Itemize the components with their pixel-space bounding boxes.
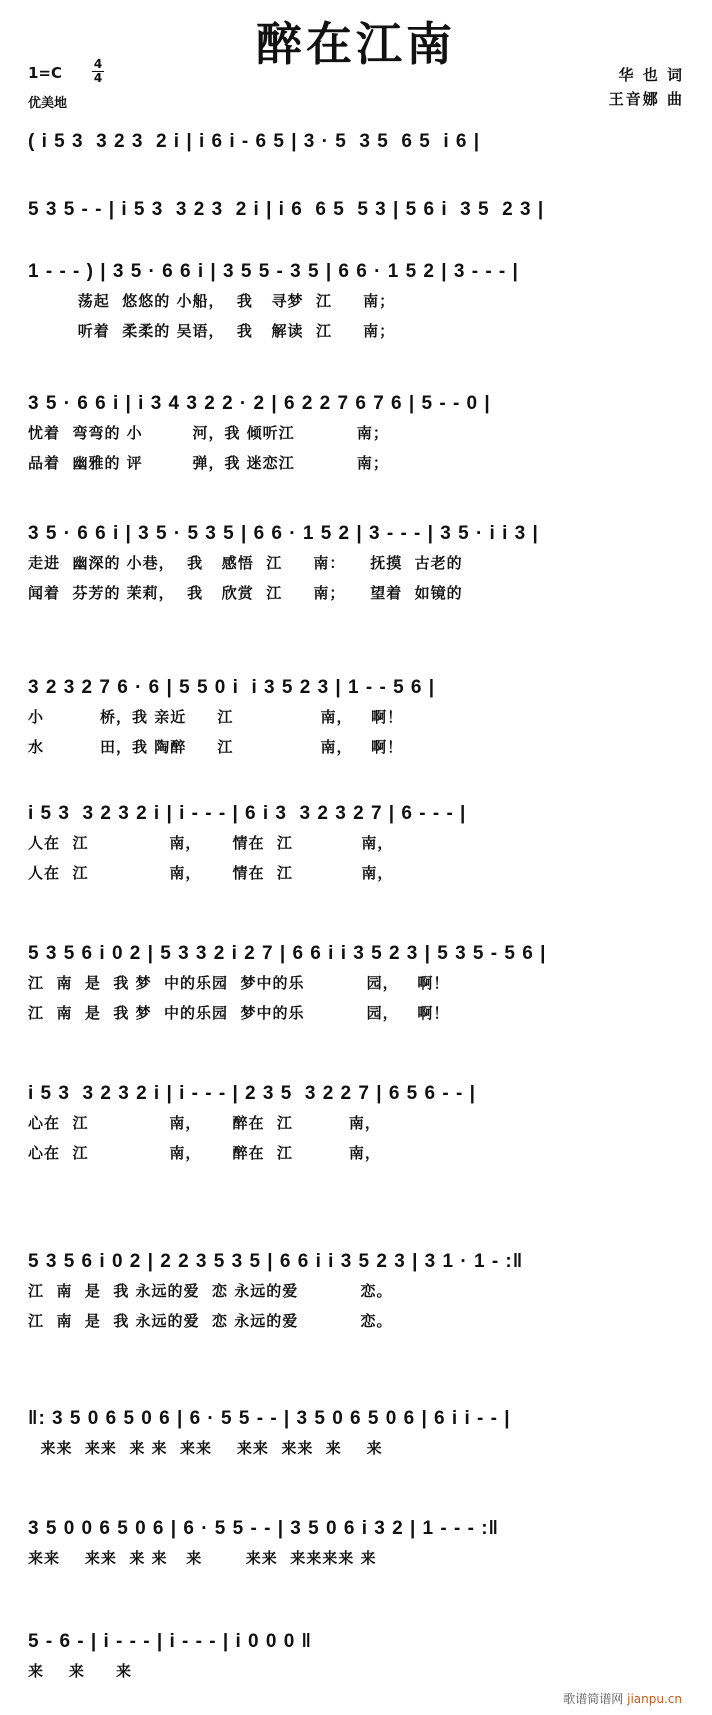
staff-notes: 5 - 6 - | i - - - | i - - - | i 0 0 0 ‖: [28, 1631, 312, 1652]
lyric-verse-2: 水 田，我 陶醉 江 南， 啊！: [28, 738, 404, 756]
staff-10: [28, 1248, 688, 1336]
staff-2: [28, 196, 688, 224]
lyric-verse-2: 江 南 是 我 梦 中的乐园 梦中的乐 园， 啊！: [28, 1004, 450, 1022]
watermark-cn: 歌谱简谱网: [563, 1692, 624, 1706]
staff-notes: 5 3 5 6 i 0 2 | 2 2 3 5 3 5 | 6 6 i i 3 5 2 3 | 3 1 · 1 - :‖: [28, 1251, 524, 1272]
lyric-verse-2: 江 南 是 我 永远的爱 恋 永远的爱 恋。: [28, 1312, 393, 1330]
staff-1: [28, 128, 688, 156]
lyric-verse-2: 听着 柔柔的 吴语， 我 解读 江 南；: [28, 322, 396, 340]
lyric-verse-1: 心在 江 南， 醉在 江 南，: [28, 1114, 381, 1132]
staff-notes: 3 5 0 0 6 5 0 6 | 6 · 5 5 - - | 3 5 0 6 i 3 2 | 1 - - - :‖: [28, 1518, 499, 1539]
song-title: 醉在江南: [256, 17, 456, 71]
lyric-verse-1: 荡起 悠悠的 小船， 我 寻梦 江 南；: [28, 292, 396, 310]
lyric-chorus: 来来 来来 来 来 来 来来 来来来来 来: [28, 1549, 377, 1567]
lyric-verse-2: 品着 幽雅的 评 弹，我 迷恋江 南；: [28, 454, 389, 472]
watermark-site: jianpu.cn: [627, 1692, 682, 1706]
staff-notes: i 5 3 3 2 3 2 i | i - - - | 2 3 5 3 2 2 7 | 6 5 6 - - |: [28, 1083, 476, 1104]
lyricist-credit: 华 也 词: [618, 66, 684, 84]
lyric-verse-2: 心在 江 南， 醉在 江 南，: [28, 1144, 381, 1162]
staff-notes: 5 3 5 - - | i 5 3 3 2 3 2 i | i 6 6 5 5 3 | 5 6 i 3 5 2 3 |: [28, 199, 545, 220]
staff-notes: 3 2 3 2 7 6 · 6 | 5 5 0 i i 3 5 2 3 | 1 - - 5 6 |: [28, 677, 436, 698]
lyric-verse-1: 江 南 是 我 梦 中的乐园 梦中的乐 园， 啊！: [28, 974, 450, 992]
staff-4: [28, 390, 688, 478]
key-signature: 1=C: [28, 64, 63, 82]
staff-notes: ‖: 3 5 0 6 5 0 6 | 6 · 5 5 - - | 3 5 0 6 5 0 6 | 6 i i - - |: [28, 1408, 511, 1429]
composer-credit: 王音娜 曲: [608, 90, 684, 108]
time-signature-bottom: 4: [93, 71, 103, 85]
staff-notes: 1 - - - ) | 3 5 · 6 6 i | 3 5 5 - 3 5 | 6 6 · 1 5 2 | 3 - - - |: [28, 261, 519, 282]
lyric-verse-2: 闻着 芬芳的 茉莉， 我 欣赏 江 南； 望着 如镜的: [28, 584, 463, 602]
tempo-marking: 优美地: [28, 96, 68, 111]
lyric-verse-2: 人在 江 南， 情在 江 南，: [28, 864, 394, 882]
lyric-verse-1: 忧着 弯弯的 小 河，我 倾听江 南；: [28, 424, 389, 442]
staff-7: [28, 800, 688, 888]
lyric-chorus: 来 来 来: [28, 1662, 132, 1680]
lyric-verse-1: 人在 江 南， 情在 江 南，: [28, 834, 394, 852]
lyric-verse-1: 江 南 是 我 永远的爱 恋 永远的爱 恋。: [28, 1282, 393, 1300]
staff-3: [28, 258, 688, 346]
lyric-verse-1: 小 桥，我 亲近 江 南， 啊！: [28, 708, 404, 726]
staff-9: [28, 1080, 688, 1168]
staff-13: [28, 1628, 688, 1686]
watermark: [563, 1690, 682, 1707]
staff-notes: 3 5 · 6 6 i | i 3 4 3 2 2 · 2 | 6 2 2 7 6 7 6 | 5 - - 0 |: [28, 393, 491, 414]
staff-11: [28, 1405, 688, 1463]
staff-6: [28, 674, 688, 762]
staff-notes: ( i 5 3 3 2 3 2 i | i 6 i - 6 5 | 3 · 5 3 5 6 5 i 6 |: [28, 131, 481, 152]
staff-notes: 5 3 5 6 i 0 2 | 5 3 3 2 i 2 7 | 6 6 i i 3 5 2 3 | 5 3 5 - 5 6 |: [28, 943, 547, 964]
staff-notes: 3 5 · 6 6 i | 3 5 · 5 3 5 | 6 6 · 1 5 2 | 3 - - - | 3 5 · i i 3 |: [28, 523, 539, 544]
staff-5: [28, 520, 688, 608]
time-signature-top: 4: [93, 57, 103, 71]
lyric-verse-1: 走进 幽深的 小巷， 我 感悟 江 南： 抚摸 古老的: [28, 554, 463, 572]
staff-notes: i 5 3 3 2 3 2 i | i - - - | 6 i 3 3 2 3 2 7 | 6 - - - |: [28, 803, 467, 824]
staff-8: [28, 940, 688, 1028]
lyric-chorus: 来来 来来 来 来 来来 来来 来来 来 来: [28, 1439, 383, 1457]
time-signature: [92, 58, 104, 85]
staff-12: [28, 1515, 688, 1573]
